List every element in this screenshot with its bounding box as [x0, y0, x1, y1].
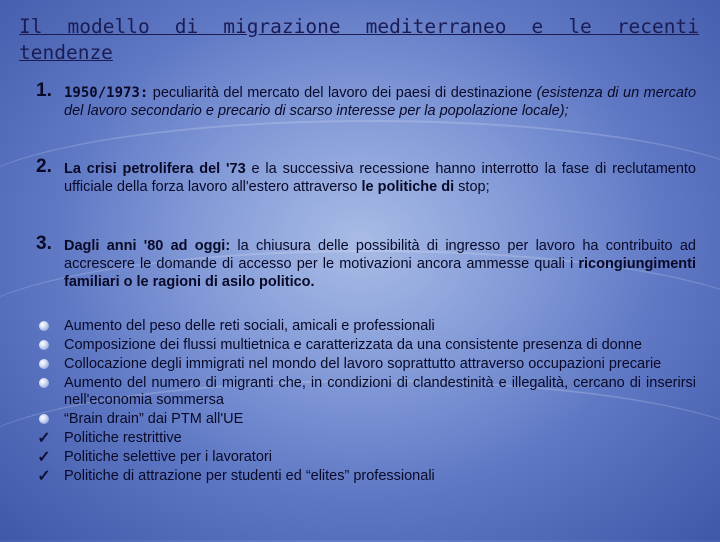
bullet-text: Politiche di attrazione per studenti ed “elites” professionali [64, 468, 435, 484]
check-item [36, 430, 696, 447]
item-lead: La crisi petrolifera del '73 [64, 161, 246, 177]
bullet-item [36, 375, 696, 409]
item-body: peculiarità del mercato del lavoro dei paesi di destinazione [148, 85, 537, 101]
bullet-text: Composizione dei flussi multietnica e caratterizzata da una consistente presenza di donne [64, 337, 642, 353]
bullet-text: Collocazione degli immigrati nel mondo del lavoro soprattutto attraverso occupazioni precarie [64, 356, 662, 372]
item-note: (esistenza di un mercato del lavoro secondario e precario di scarso interesse per la popolazione locale); [64, 85, 697, 119]
bullet-item [36, 356, 696, 373]
item-body: la chiusura delle possibilità di ingresso per lavoro ha contribuito ad accrescere le domande di accesso per le motivazioni ancora ammesse quali i [64, 238, 696, 272]
bullet-text: Aumento del numero di migranti che, in condizioni di clandestinità e illegalità, cercano di inserirsi nell'economia sommersa [64, 375, 696, 408]
item-tail: stop; [454, 179, 490, 195]
slide-title: Il modello di migrazione mediterraneo e le recenti tendenze [19, 15, 699, 64]
item-text [64, 160, 696, 196]
item-number: 3. [36, 233, 52, 254]
bullet-item [36, 318, 696, 335]
item-number: 1. [36, 80, 52, 101]
checkmark-icon: ✓ [37, 430, 51, 447]
bullet-dot-icon [36, 337, 52, 355]
item-text [64, 84, 696, 120]
bullet-dot-icon [36, 356, 52, 374]
bullet-dot-icon [36, 375, 52, 393]
bullet-text: “Brain drain” dai PTM all'UE [64, 411, 244, 427]
check-item [36, 449, 696, 466]
checkmark-icon: ✓ [37, 449, 51, 466]
item-emphasis: le politiche di [361, 179, 455, 195]
item-lead: Dagli anni '80 ad oggi: [64, 238, 231, 254]
item-text [64, 237, 696, 291]
numbered-item-1 [36, 80, 697, 120]
bullet-item [36, 337, 696, 354]
item-number: 2. [36, 156, 52, 177]
bullet-dot-icon [36, 318, 52, 336]
checkmark-icon: ✓ [37, 468, 51, 485]
numbered-item-2 [36, 156, 696, 196]
bullet-text: Aumento del peso delle reti sociali, amicali e professionali [64, 318, 435, 334]
bullet-item [36, 411, 696, 428]
bullet-text: Politiche selettive per i lavoratori [64, 449, 272, 465]
bullet-list [36, 318, 696, 487]
bullet-dot-icon [36, 411, 52, 429]
item-body: e la successiva recessione hanno interrotto la fase di reclutamento ufficiale della forza lavoro all'estero attraverso [64, 161, 696, 195]
item-emphasis: ricongiungimenti familiari o le ragioni di asilo politico. [64, 256, 696, 290]
item-lead: 1950/1973: [64, 85, 149, 101]
bullet-text: Politiche restrittive [64, 430, 182, 446]
numbered-item-3 [36, 233, 696, 291]
check-item [36, 468, 696, 485]
